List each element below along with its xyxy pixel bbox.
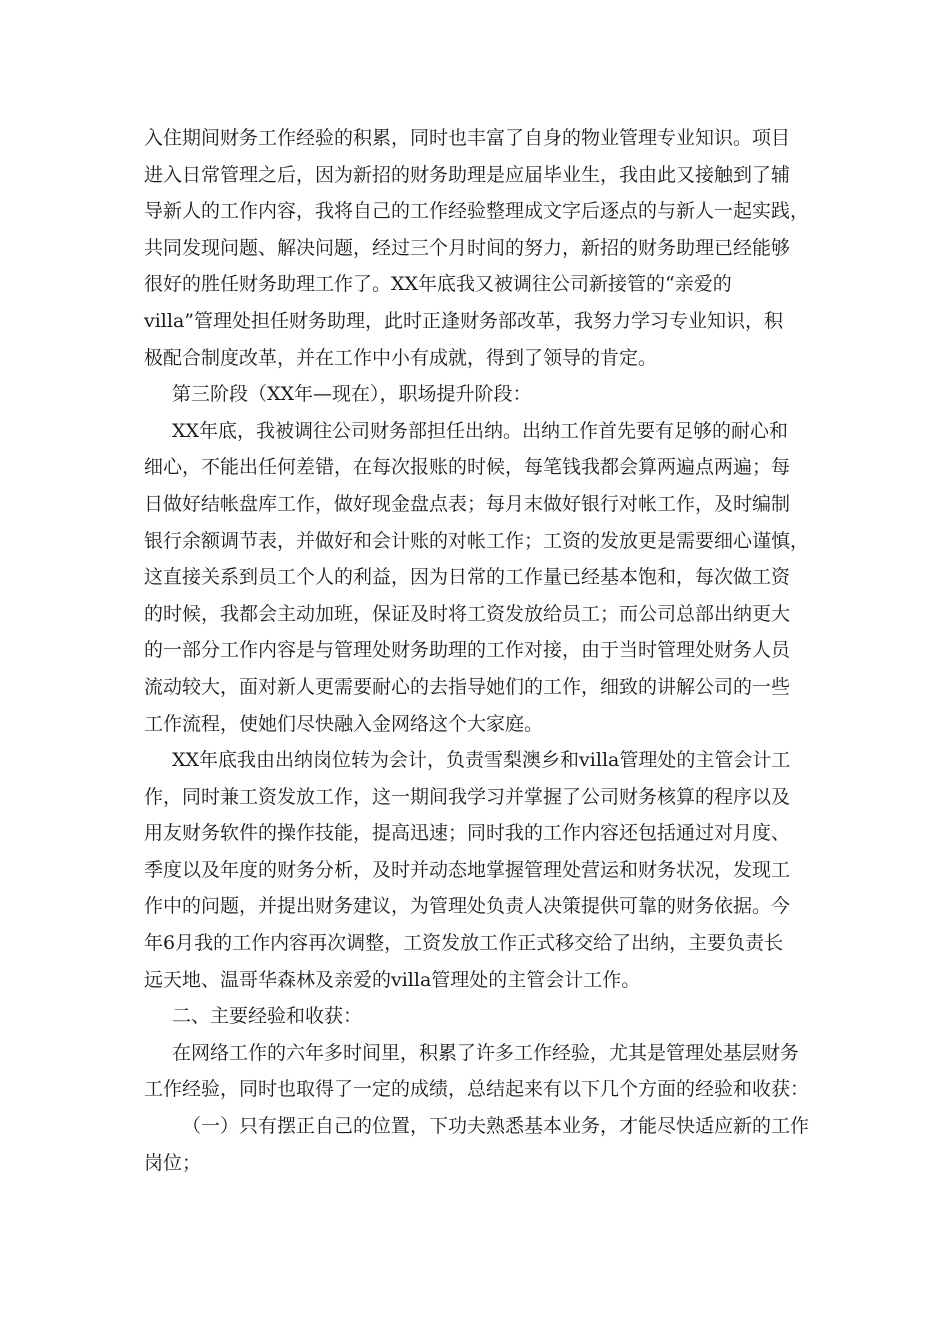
text-line: 进入日常管理之后，因为新招的财务助理是应届毕业生，我由此又接触到了辅 (144, 163, 791, 186)
text-line: 入住期间财务工作经验的积累，同时也丰富了自身的物业管理专业知识。项目 (144, 127, 791, 149)
text-line: 季度以及年度的财务分析，及时并动态地掌握管理处营运和财务状况，发现工 (144, 858, 791, 881)
text-line: 导新人的工作内容，我将自己的工作经验整理成文字后逐点的与新人一起实践， (144, 200, 810, 223)
text-line: 日做好结帐盘库工作，做好现金盘点表；每月末做好银行对帐工作，及时编制 (144, 492, 791, 515)
text-line: 这直接关系到员工个人的利益，因为日常的工作量已经基本饱和，每次做工资 (144, 566, 791, 589)
text-line: 第三阶段（XX年—现在），职场提升阶段： (172, 383, 532, 406)
text-line: 的一部分工作内容是与管理处财务助理的工作对接，由于当时管理处财务人员 (144, 639, 791, 662)
text-line: XX年底，我被调往公司财务部担任出纳。出纳工作首先要有足够的耐心和 (172, 419, 789, 442)
text-line: （一）只有摆正自己的位置，下功夫熟悉基本业务，才能尽快适应新的工作 (182, 1115, 810, 1138)
text-line: 年6月我的工作内容再次调整，工资发放工作正式移交给了出纳，主要负责长 (144, 932, 784, 955)
document-body (144, 120, 808, 1181)
text-line: 工作流程，使她们尽快融入金网络这个大家庭。 (144, 712, 544, 735)
text-line: 极配合制度改革，并在工作中小有成就，得到了领导的肯定。 (144, 346, 658, 369)
text-line: 流动较大，面对新人更需要耐心的去指导她们的工作，细致的讲解公司的一些 (144, 675, 791, 698)
text-line: 的时候，我都会主动加班，保证及时将工资发放给员工；而公司总部出纳更大 (144, 602, 791, 625)
text-line: villa”管理处担任财务助理，此时正逢财务部改革，我努力学习专业知识，积 (144, 309, 784, 332)
section-heading-stage-three (144, 376, 808, 413)
paragraph-cashier-work (144, 413, 808, 742)
paragraph-experience-summary (144, 1035, 808, 1108)
text-line: 作中的问题，并提出财务建议，为管理处负责人决策提供可靠的财务依据。今 (144, 895, 791, 918)
paragraph-accountant-work (144, 742, 808, 998)
paragraph-residence-experience (144, 120, 808, 376)
text-line: 很好的胜任财务助理工作了。XX年底我又被调往公司新接管的“亲爱的 (144, 273, 732, 296)
text-line: 远天地、温哥华森林及亲爱的villa管理处的主管会计工作。 (144, 968, 641, 991)
text-line: 二、主要经验和收获： (172, 1005, 363, 1028)
text-line: XX年底我由出纳岗位转为会计，负责雪梨澳乡和villa管理处的主管会计工 (172, 749, 791, 772)
list-item-one (144, 1108, 808, 1181)
text-line: 用友财务软件的操作技能，提高迅速；同时我的工作内容还包括通过对月度、 (144, 822, 791, 845)
text-line: 作，同时兼工资发放工作，这一期间我学习并掌握了公司财务核算的程序以及 (144, 785, 791, 808)
text-line: 共同发现问题、解决问题，经过三个月时间的努力，新招的财务助理已经能够 (144, 236, 791, 259)
text-line: 工作经验，同时也取得了一定的成绩，总结起来有以下几个方面的经验和收获： (144, 1078, 810, 1101)
text-line: 岗位； (144, 1151, 202, 1174)
text-line: 银行余额调节表，并做好和会计账的对帐工作；工资的发放更是需要细心谨慎， (144, 529, 810, 552)
text-line: 细心，不能出任何差错，在每次报账的时候，每笔钱我都会算两遍点两遍；每 (144, 456, 791, 479)
section-heading-experience (144, 998, 808, 1035)
text-line: 在网络工作的六年多时间里，积累了许多工作经验，尤其是管理处基层财务 (172, 1041, 800, 1064)
